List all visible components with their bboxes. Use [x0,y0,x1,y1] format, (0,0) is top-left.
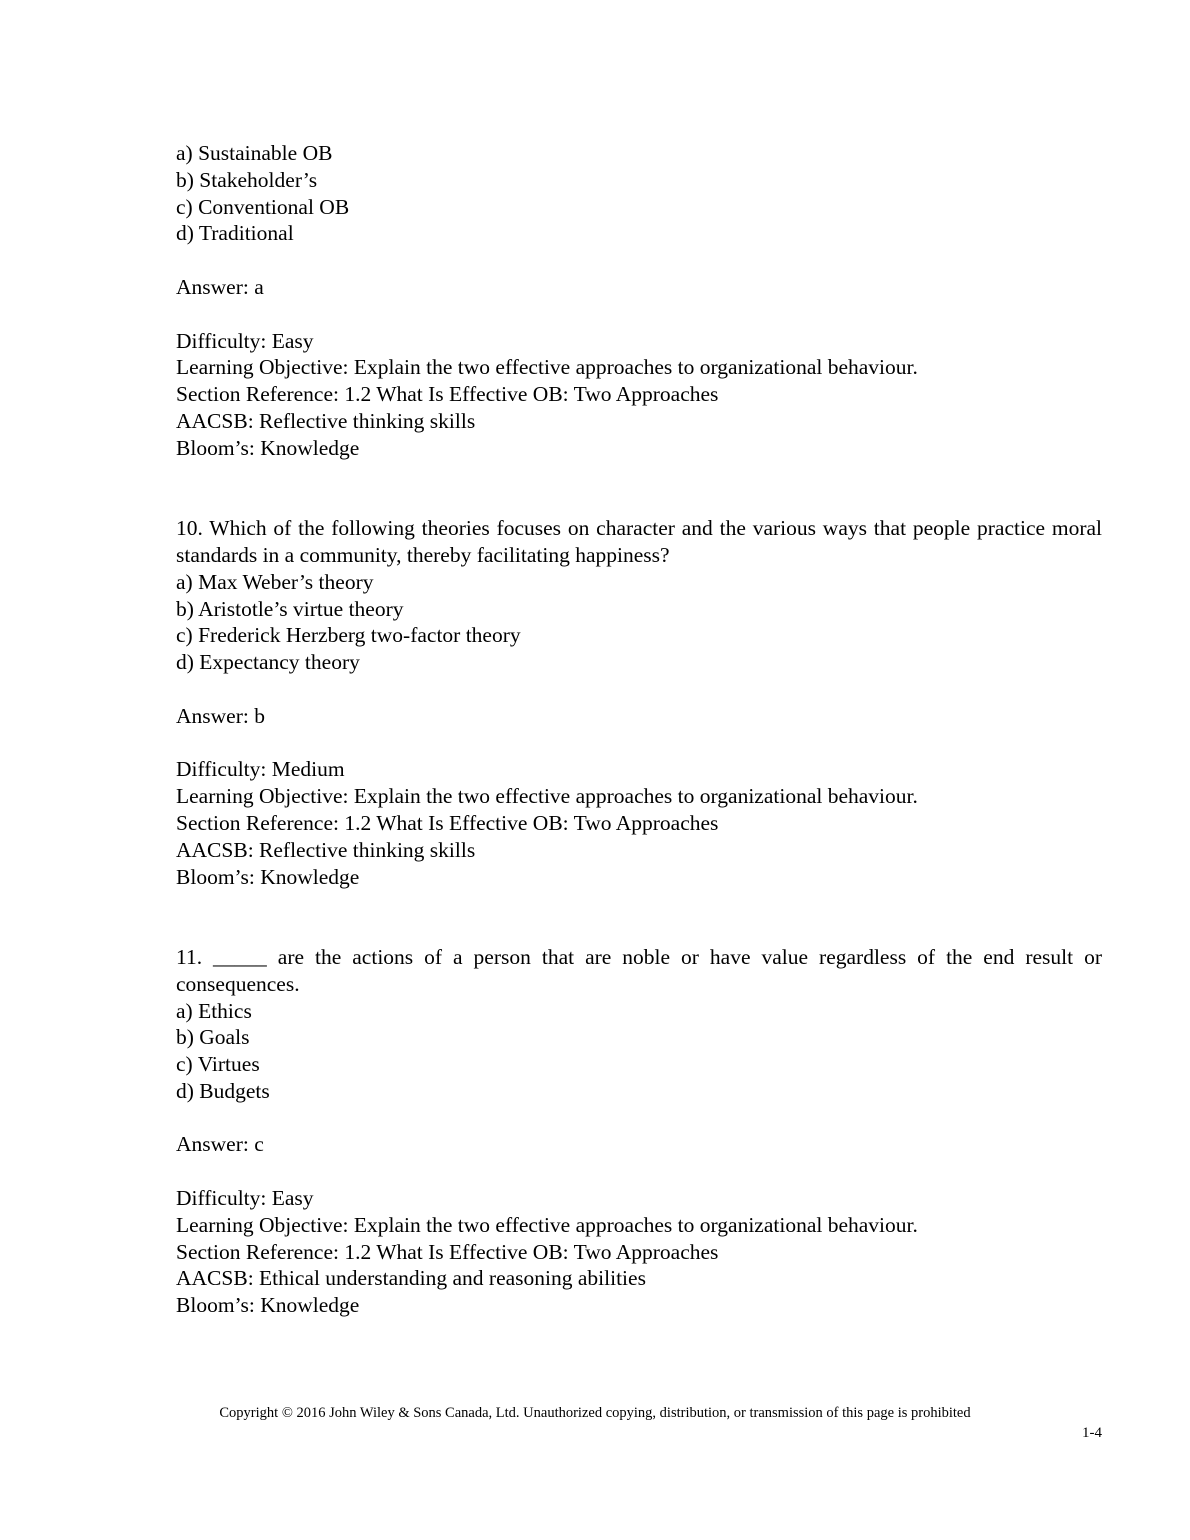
section-reference: Section Reference: 1.2 What Is Effective OB: Two Approaches [176,1239,719,1264]
option-a: a) Max Weber’s theory [176,569,374,594]
option-b: b) Aristotle’s virtue theory [176,596,404,621]
answer: Answer: b [176,703,265,728]
option-b: b) Goals [176,1025,250,1050]
answer: Answer: c [176,1132,264,1157]
copyright-footer: Copyright © 2016 John Wiley & Sons Canada, Ltd. Unauthorized copying, distribution, or transmission of this page is prohibited [219,1405,971,1421]
blooms: Bloom’s: Knowledge [176,435,360,460]
blooms: Bloom’s: Knowledge [176,1293,360,1318]
option-a: a) Sustainable OB [176,141,333,165]
difficulty: Difficulty: Easy [176,1186,314,1211]
section-reference: Section Reference: 1.2 What Is Effective OB: Two Approaches [176,382,719,407]
blooms: Bloom’s: Knowledge [176,864,360,889]
page-content [176,140,1102,1319]
option-c: c) Conventional OB [176,194,350,219]
learning-objective: Learning Objective: Explain the two effective approaches to organizational behaviour. [176,355,918,380]
aacsb: AACSB: Reflective thinking skills [176,408,476,433]
question-text: 11. _____ are the actions of a person that are noble or have value regardless of the end result or consequences. [176,944,1102,996]
page-number: 1-4 [1082,1425,1102,1441]
option-c: c) Frederick Herzberg two-factor theory [176,623,521,648]
option-c: c) Virtues [176,1052,260,1077]
difficulty: Difficulty: Easy [176,328,314,353]
option-d: d) Traditional [176,221,294,246]
question-11-block [176,944,1102,1319]
learning-objective: Learning Objective: Explain the two effective approaches to organizational behaviour. [176,784,918,809]
option-d: d) Expectancy theory [176,650,360,675]
difficulty: Difficulty: Medium [176,757,345,782]
question-10-block [176,515,1102,890]
question-9-block [176,140,1102,462]
option-b: b) Stakeholder’s [176,167,318,192]
learning-objective: Learning Objective: Explain the two effective approaches to organizational behaviour. [176,1212,918,1237]
section-reference: Section Reference: 1.2 What Is Effective OB: Two Approaches [176,810,719,835]
option-a: a) Ethics [176,998,252,1023]
option-d: d) Budgets [176,1078,270,1103]
question-text: 10. Which of the following theories focuses on character and the various ways that people practice moral standards in a community, thereby facilitating happiness? [176,516,1102,567]
aacsb: AACSB: Ethical understanding and reasoning abilities [176,1266,646,1291]
answer: Answer: a [176,274,264,299]
aacsb: AACSB: Reflective thinking skills [176,837,476,862]
